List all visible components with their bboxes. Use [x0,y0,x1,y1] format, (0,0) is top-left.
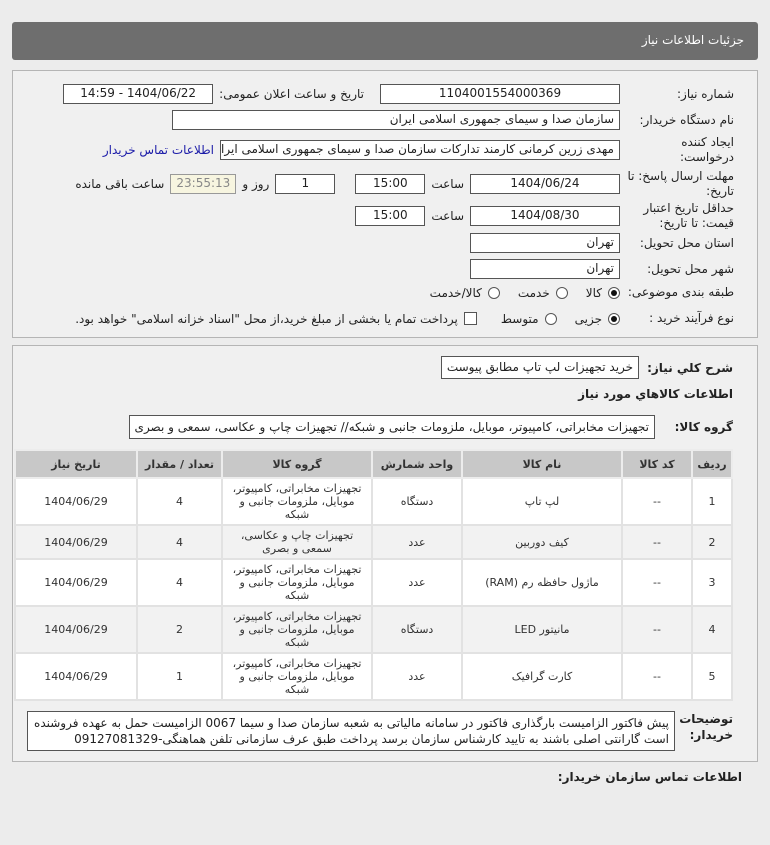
cell-name: کیف دوربین [462,525,622,559]
city-label: شهر محل تحویل: [647,261,734,276]
goods-panel [12,345,758,762]
category-option-label: خدمت [517,285,550,300]
province-field[interactable]: تهران [470,233,620,253]
group-label: گروه کالا: [674,420,733,434]
cell-date: 1404/06/29 [15,606,137,653]
table-row [15,525,732,559]
page-title: جزئیات اطلاعات نیاز [641,33,744,47]
group-row [27,415,733,439]
col-header-unit: واحد شمارش [372,450,462,478]
cell-quantity: 2 [137,606,222,653]
group-field: تجهیزات مخابراتی، کامپیوتر، موبایل، ملزومات جانبی و شبکه// تجهیزات چاپ و عکاسی، سمعی و بصری [129,415,655,439]
cell-group: تجهیزات مخابراتی، کامپیوتر، موبایل، ملزومات جانبی و شبکه [222,653,372,700]
cell-code: -- [622,478,692,525]
buyer-field[interactable]: سازمان صدا و سیمای جمهوری اسلامی ایران [172,110,620,130]
cell-row-num: 4 [692,606,732,653]
cell-date: 1404/06/29 [15,653,137,700]
cell-name: مانیتور LED [462,606,622,653]
col-header-date: تاریخ نیاز [15,450,137,478]
treasury-payment-checkbox[interactable] [464,312,477,325]
cell-unit: دستگاه [372,606,462,653]
notes-row [27,711,733,751]
footer [12,762,758,784]
announce-field[interactable]: 1404/06/22 - 14:59 [63,84,213,104]
validity-label: حداقل تاریخ اعتبار قیمت: تا تاریخ: [643,201,734,230]
province-row [20,233,734,253]
process-radio-medium[interactable] [545,313,557,325]
buyer-contact-link[interactable]: اطلاعات تماس خریدار [102,143,214,157]
cell-unit: دستگاه [372,478,462,525]
process-radio-group [20,311,734,326]
table-row [15,653,732,700]
col-header-name: نام کالا [462,450,622,478]
table-row [15,478,732,525]
city-row [20,259,734,279]
cell-unit: عدد [372,525,462,559]
validity-date-field[interactable]: 1404/08/30 [470,206,620,226]
cell-quantity: 4 [137,525,222,559]
table-row [15,606,732,653]
validity-row [20,200,734,232]
cell-row-num: 5 [692,653,732,700]
announce-label: تاریخ و ساعت اعلان عمومی: [219,87,364,101]
cell-group: تجهیزات مخابراتی، کامپیوتر، موبایل، ملزومات جانبی و شبکه [222,478,372,525]
cell-quantity: 1 [137,653,222,700]
cell-date: 1404/06/29 [15,559,137,606]
days-field[interactable]: 1 [275,174,335,194]
deadline-row [20,168,734,200]
cell-name: ماژول حافظه رم (RAM) [462,559,622,606]
goods-section-title: اطلاعات کالاهاي مورد نياز [578,387,733,401]
cell-row-num: 3 [692,559,732,606]
col-header-row-num: ردیف [692,450,732,478]
deadline-label: مهلت ارسال پاسخ: تا تاریخ: [627,169,734,198]
col-header-code: کد کالا [622,450,692,478]
need-number-field[interactable]: 1104001554000369 [380,84,620,104]
cell-code: -- [622,559,692,606]
province-label: استان محل تحویل: [639,235,734,250]
creator-label: ایجاد کننده درخواست: [680,135,734,164]
category-option-label: کالا [585,285,602,300]
days-label: روز و [242,177,270,191]
process-option-label: جزیی [574,311,602,326]
buyer-contact-title: اطلاعات تماس سازمان خریدار: [557,770,742,784]
cell-code: -- [622,606,692,653]
category-radio-goods[interactable] [608,287,620,299]
treasury-payment-label: پرداخت تمام یا بخشی از مبلغ خرید،از محل "اسناد خزانه اسلامی" خواهد بود. [75,311,458,326]
need-number-row [20,84,734,104]
notes-label: توضیحات خریدار: [679,712,733,742]
cell-date: 1404/06/29 [15,478,137,525]
goods-wrapper [12,345,758,784]
remaining-time-field: 23:55:13 [170,174,236,194]
creator-field[interactable]: مهدی زرین کرمانی کارمند تدارکات سازمان صدا و سیمای جمهوری اسلامی ایرا [220,140,620,160]
cell-quantity: 4 [137,559,222,606]
deadline-time-label: ساعت [431,177,464,191]
validity-time-field[interactable]: 15:00 [355,206,425,226]
deadline-time-field[interactable]: 15:00 [355,174,425,194]
cell-name: کارت گرافیک [462,653,622,700]
cell-quantity: 4 [137,478,222,525]
category-radio-service[interactable] [556,287,568,299]
cell-group: تجهیزات چاپ و عکاسی، سمعی و بصری [222,525,372,559]
category-option-label: کالا/خدمت [429,285,482,300]
page-header [12,22,758,60]
cell-date: 1404/06/29 [15,525,137,559]
notes-field: پیش فاکتور الزامیست بارگذاری فاکتور در سامانه مالیاتی به شعبه سازمان صدا و سیما 0067 الزامیست حمل به عهده فروشنده است گارانتی اصلی باشند به تایید کارشناس سازمان برسد پرداخت طبق عرف سازمانی تلفن هماهنگی-09127081329 [27,711,675,751]
cell-code: -- [622,525,692,559]
category-radio-group [20,285,734,300]
cell-row-num: 2 [692,525,732,559]
category-radio-goods-service[interactable] [488,287,500,299]
buyer-label: نام دستگاه خریدار: [639,112,734,127]
cell-unit: عدد [372,559,462,606]
process-radio-minor[interactable] [608,313,620,325]
cell-group: تجهیزات مخابراتی، کامپیوتر، موبایل، ملزومات جانبی و شبکه [222,559,372,606]
buyer-row [20,110,734,130]
process-option-label: متوسط [500,311,539,326]
city-field[interactable]: تهران [470,259,620,279]
remaining-label: ساعت باقی مانده [75,177,165,191]
creator-row [20,134,734,166]
goods-title-row [27,387,733,401]
col-header-quantity: تعداد / مقدار [137,450,222,478]
summary-field: خرید تجهیزات لپ تاپ مطابق پیوست [441,356,639,379]
validity-time-label: ساعت [431,209,464,223]
cell-code: -- [622,653,692,700]
process-label: نوع فرآیند خرید : [649,311,734,325]
summary-row [27,356,733,379]
deadline-date-field[interactable]: 1404/06/24 [470,174,620,194]
table-row [15,559,732,606]
goods-table [14,449,733,701]
cell-row-num: 1 [692,478,732,525]
need-number-label: شماره نیاز: [677,86,734,101]
cell-name: لپ تاپ [462,478,622,525]
cell-unit: عدد [372,653,462,700]
col-header-group: گروه کالا [222,450,372,478]
category-label: طبقه بندی موضوعی: [627,285,734,299]
cell-group: تجهیزات مخابراتی، کامپیوتر، موبایل، ملزومات جانبی و شبکه [222,606,372,653]
summary-label: شرح کلي نياز: [647,360,733,375]
